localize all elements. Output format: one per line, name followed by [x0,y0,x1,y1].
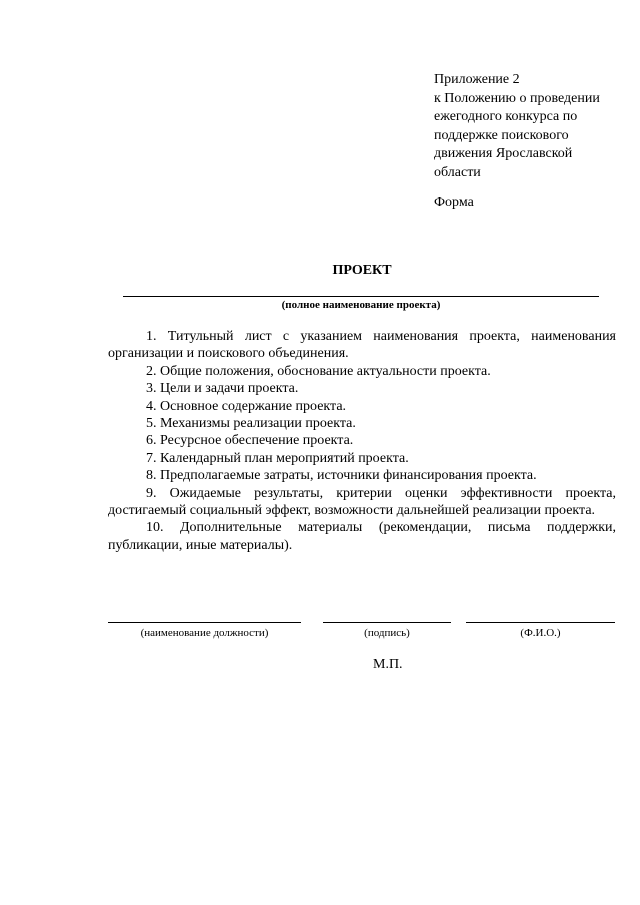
list-item: 1. Титульный лист с указанием наименования проекта, наименования организации и поискового объединения. [108,329,616,362]
signature-fill-line [323,622,451,623]
stamp-mark: М.П. [373,657,403,672]
list-item: 9. Ожидаемые результаты, критерии оценки эффективности проекта, достигаемый социальный эффект, возможности дальнейшей реализации проекта. [108,485,616,519]
appendix-line: поддержке поискового [434,127,569,143]
document-title: ПРОЕКТ [332,263,392,278]
list-item: 4. Основное содержание проекта. [146,398,347,414]
form-label: Форма [434,195,474,210]
list-item: 6. Ресурсное обеспечение проекта. [146,433,354,449]
title-fill-line [123,296,599,297]
position-caption: (наименование должности) [140,627,269,639]
appendix-line: области [434,164,481,180]
section-list [108,328,616,554]
appendix-line: к Положению о проведении [434,90,600,106]
list-item: 7. Календарный план мероприятий проекта. [146,450,409,466]
appendix-line: движения Ярославской [434,146,573,161]
appendix-line: Приложение 2 [434,72,520,87]
name-fill-line [466,622,615,623]
list-item: 5. Механизмы реализации проекта. [146,416,356,432]
name-caption: (Ф.И.О.) [520,627,561,639]
position-fill-line [108,622,301,623]
signature-caption: (подпись) [364,627,410,639]
title-caption: (полное наименование проекта) [281,299,441,311]
list-item: 8. Предполагаемые затраты, источники финансирования проекта. [146,468,537,484]
list-item: 10. Дополнительные материалы (рекомендации, письма поддержки, публикации, иные материалы). [108,520,616,553]
list-item: 2. Общие положения, обоснование актуальности проекта. [146,363,491,379]
appendix-line: ежегодного конкурса по [434,109,578,124]
appendix-note [434,71,634,182]
list-item: 3. Цели и задачи проекта. [146,381,299,397]
